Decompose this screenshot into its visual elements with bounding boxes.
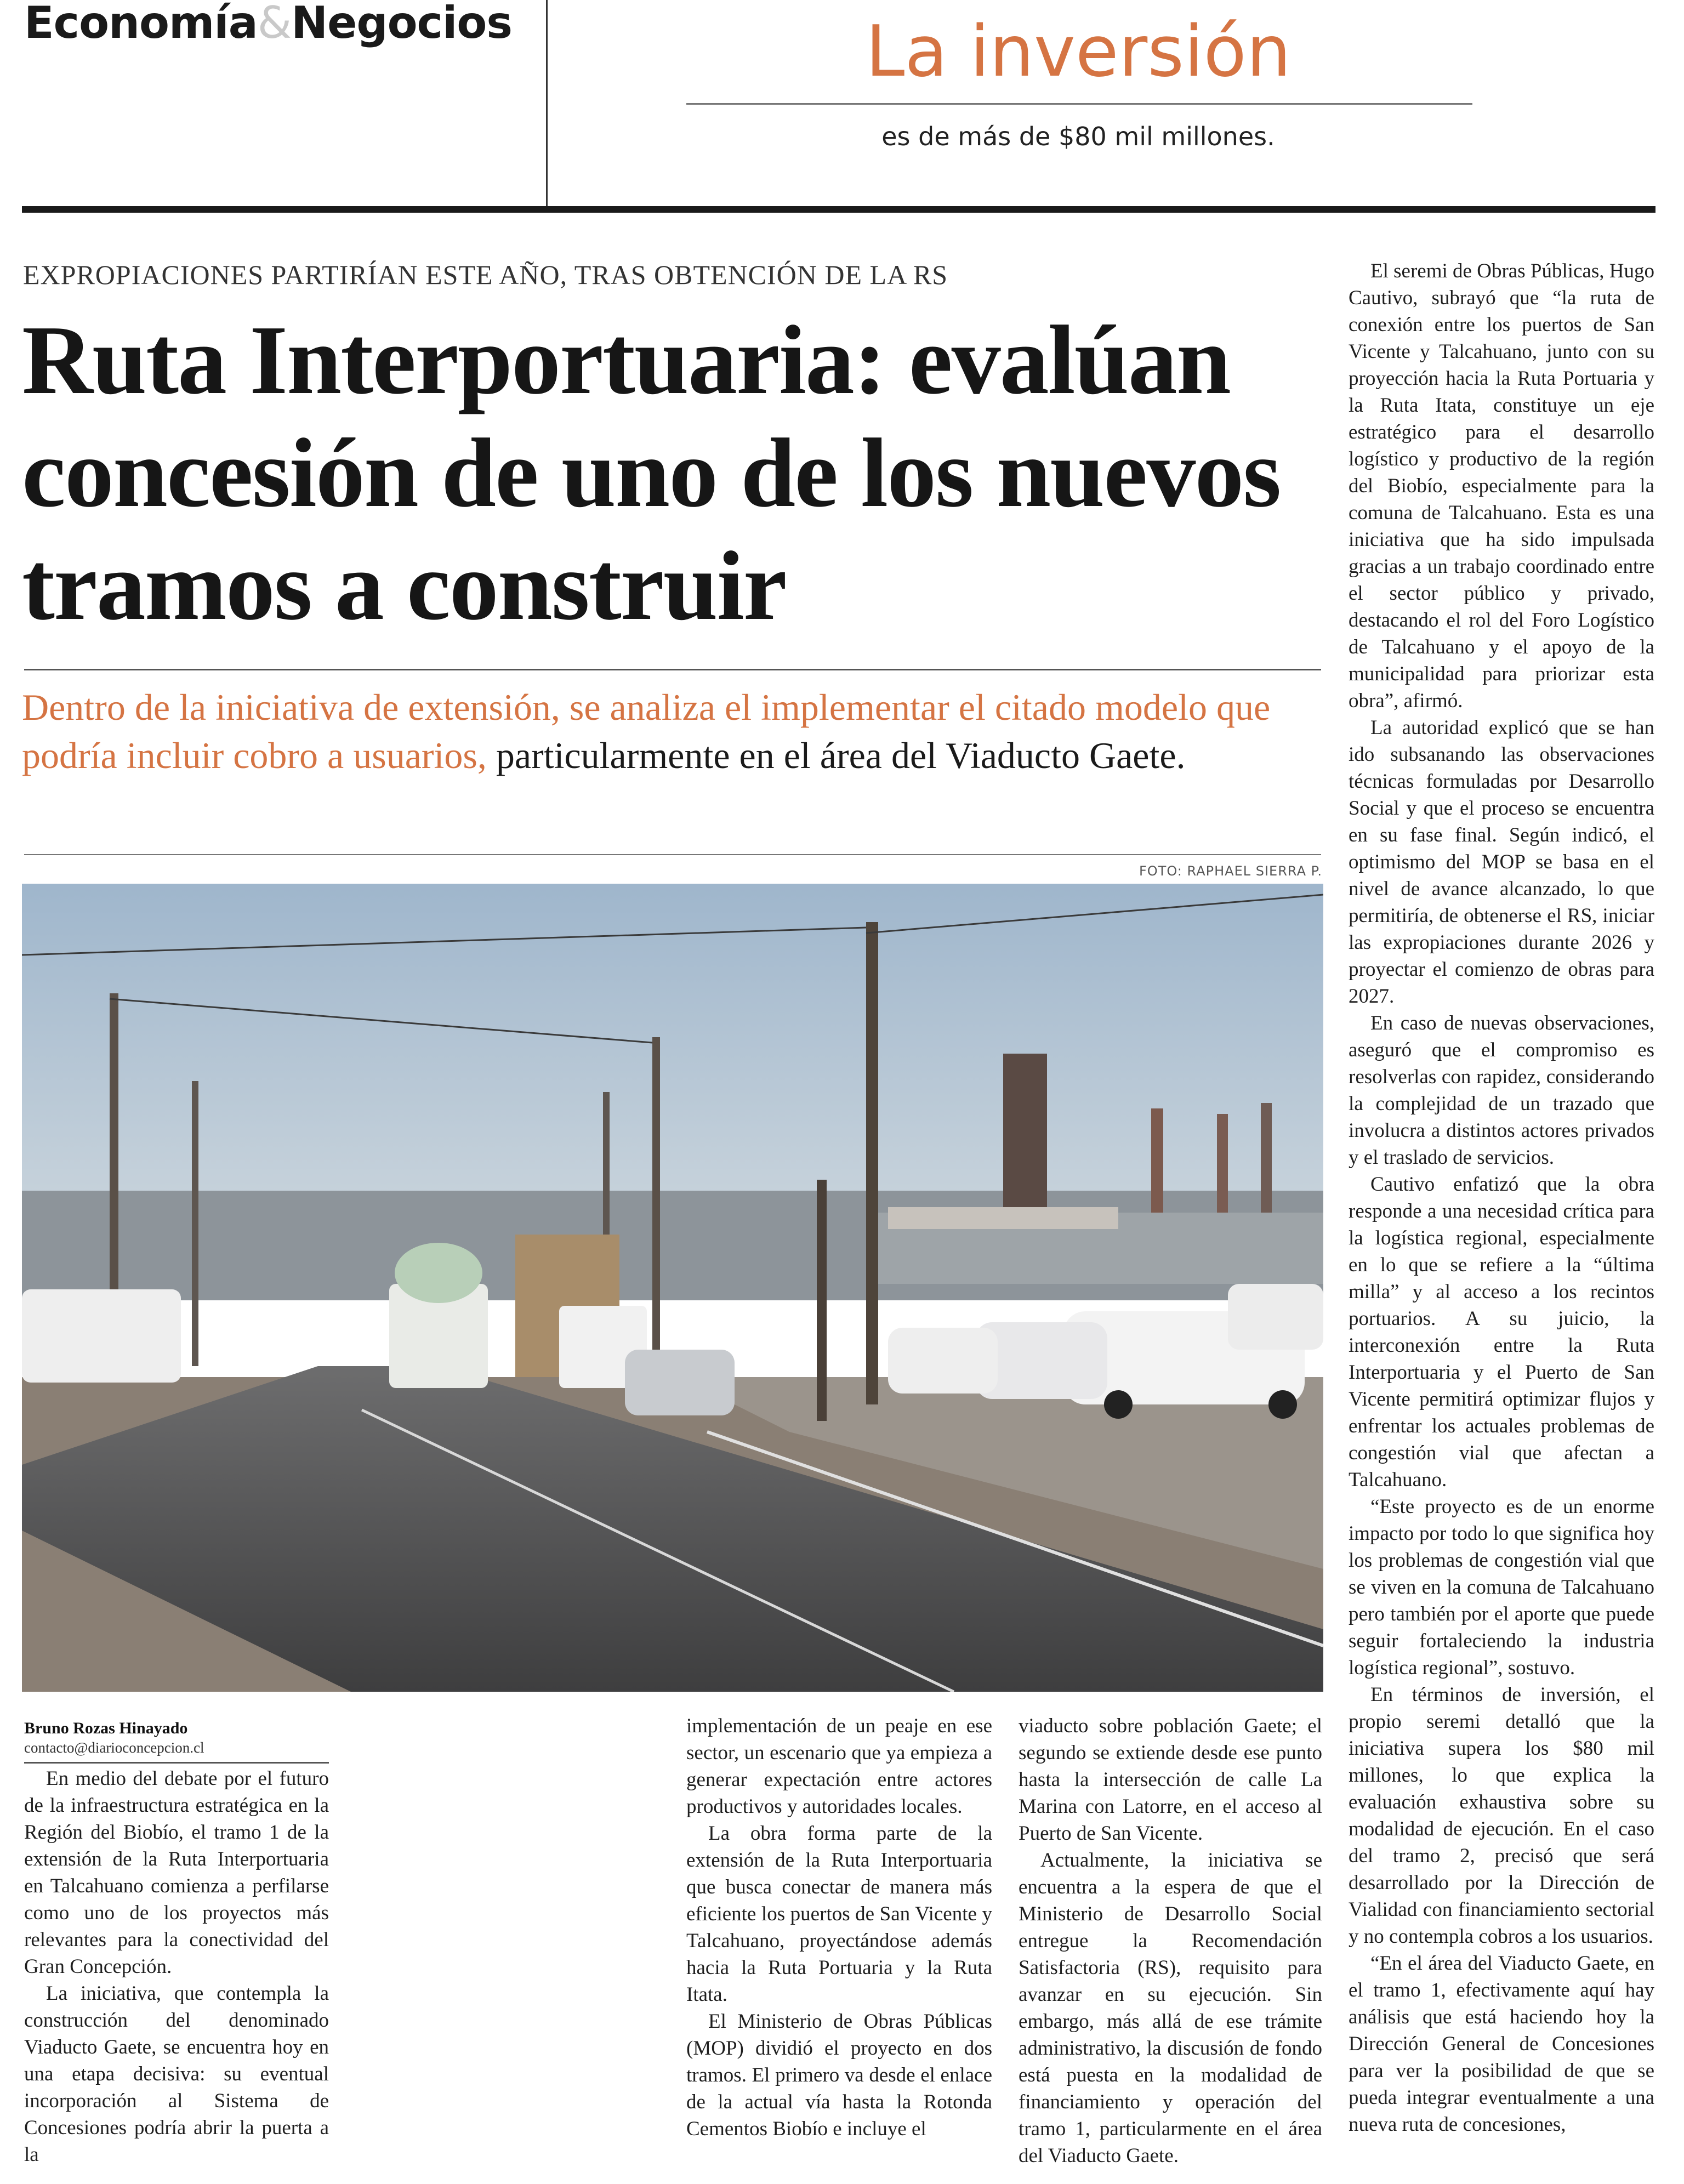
article-photo [22,884,1323,1692]
article-deck [22,683,1327,780]
body-column-2 [686,1713,992,2142]
parked-car [888,1328,998,1394]
utility-pole [866,922,878,1404]
paragraph: La obra forma parte de la extensión de la Ruta Interportuaria que busca conectar de manera más eficiente los puertos de San Vicente y Talcahuano, proyectándose además hacia la Ruta Portuaria y la Ruta Itata. [686,1822,992,2006]
pull-quote-rule [686,103,1472,105]
section-label [24,0,512,50]
paragraph: “Este proyecto es de un enorme impacto por todo lo que significa hoy los problemas de congestión vial que se viven en la comuna de Talcahuano pero también por el aporte que puede seguir fortaleciendo la industria logística regional”, sostuvo. [1349,1495,1654,1679]
wheel [1268,1390,1297,1419]
deck-highlight: Dentro de la iniciativa de extensión, se analiza el implementar el citado modelo que podría incluir cobro a usuarios, [22,686,1271,776]
deck-rule [24,854,1321,855]
headline-bold: evalúan concesión de uno de los nuevos tramos [22,305,1281,640]
headline-light: Ruta Interportuaria: [22,305,909,414]
body-column-3 [1019,1713,1322,2169]
paragraph: Cautivo enfatizó que la obra responde a una necesidad crítica para la logística regional, especialmente en lo que se refiere a la “última milla” y al acceso a los recintos portuarios. A su juicio, la interconexión entre la Ruta Interportuaria y el Puerto de San Vicente permitirá optimizar flujos y enfrentar los actuales problemas de congestión vial que afectan a Talcahuano. [1349,1173,1654,1491]
paragraph: viaducto sobre población Gaete; el segundo se extiende desde ese punto hasta la intersección de calle La Marina con Latorre, en el acceso al Puerto de San Vicente. [1019,1715,1322,1845]
paragraph: implementación de un peaje en ese sector, un escenario que ya empieza a generar expectación entre actores productivos y autoridades locales. [686,1715,992,1818]
van [22,1289,181,1383]
byline [24,1718,329,1764]
pull-quote-title: La inversión [866,11,1291,93]
body-column-4 [1349,258,1654,2138]
section-label-economia: Economía [24,0,258,48]
body-column-1 [24,1765,329,2168]
pull-quote-subtitle: es de más de $80 mil millones. [881,122,1275,151]
paragraph: En medio del debate por el futuro de la infraestructura estratégica en la Región del Biobío, el tramo 1 de la extensión de la Ruta Interportuaria en Talcahuano comienza a perfilarse como uno de los proyectos más relevantes para la conectividad del Gran Concepción. [24,1767,329,1978]
deck-rest: particularmente en el área del Viaducto Gaete. [486,735,1186,776]
paragraph: En términos de inversión, el propio seremi detalló que la iniciativa supera los $80 mil millones, lo que explica la evaluación exhaustiva sobre su modalidad de ejecución. En el caso del tramo 2, precisó que será desarrollado por la Dirección de Vialidad con financiamiento sectorial y no contempla cobros a los usuarios. [1349,1684,1654,1948]
utility-pole [192,1081,198,1366]
warehouse-roof [888,1207,1118,1229]
chimney-2 [1217,1114,1228,1229]
byline-email: contacto@diarioconcepcion.cl [24,1739,204,1756]
paragraph: La autoridad explicó que se han ido subsanando las observaciones técnicas formuladas por Desarrollo Social y que el proceso se encuentra en su fase final. Según indicó, el optimismo del MOP se basa en el nivel de avance alcanzado, lo que permitiría, de obtenerse el RS, iniciar las expropiaciones durante 2026 y proyectar el comienzo de obras para 2027. [1349,716,1654,1008]
chimney-3 [1261,1103,1272,1229]
byline-author: Bruno Rozas Hinayado [24,1719,188,1737]
byline-rule [24,1762,329,1764]
paragraph: En caso de nuevas observaciones, aseguró que el compromiso es resolverlas con rapidez, considerando la complejidad de un trazado que involucra a distintos actores privados y el traslado de servicios. [1349,1012,1654,1169]
silver-car [625,1350,735,1415]
road-scene-illustration [22,884,1323,1692]
headline-rule [24,669,1321,670]
section-label-negocios: Negocios [291,0,512,48]
header-rule [22,206,1655,213]
article-headline [22,304,1338,642]
chimney-1 [1151,1108,1163,1229]
article-kicker: EXPROPIACIONES PARTIRÍAN ESTE AÑO, TRAS OBTENCIÓN DE LA RS [23,259,948,290]
header-divider [546,0,548,206]
utility-pole [652,1037,660,1377]
photo-credit: FOTO: RAPHAEL SIERRA P. [1139,863,1322,879]
utility-pole [817,1180,827,1421]
parked-car [1228,1284,1323,1350]
paragraph: La iniciativa, que contempla la construcción del denominado Viaducto Gaete, se encuentra hoy en una etapa decisiva: su eventual incorporación al Sistema de Concesiones podría abrir la puerta a la [24,1982,329,2166]
paragraph: El Ministerio de Obras Públicas (MOP) dividió el proyecto en dos tramos. El primero va desde el enlace de la actual vía hasta la Rotonda Cementos Biobío e incluye el [686,2010,992,2140]
wheel [1104,1390,1133,1419]
paragraph: El seremi de Obras Públicas, Hugo Cautivo, subrayó que “la ruta de conexión entre los puertos de San Vicente y Talcahuano, junto con su proyección hacia la Ruta Portuaria y la Ruta Itata, constituye un eje estratégico para el desarrollo logístico y productivo de la región del Biobío, especialmente para la comuna de Talcahuano. Esta es una iniciativa que ha sido impulsada gracias a un trabajo coordinado entre el sector público y privado, destacando el rol del Foro Logístico de Talcahuano y el apoyo de la municipalidad para priorizar esta obra”, afirmó. [1349,260,1654,712]
paragraph: “En el área del Viaducto Gaete, en el tramo 1, efectivamente aquí hay análisis que está haciendo hoy la Dirección General de Concesiones para ver la posibilidad de que se pueda integrar eventualmente a una nueva ruta de concesiones, [1349,1952,1654,2136]
cement-drum [395,1243,482,1303]
section-label-ampersand: & [257,0,292,48]
paragraph: Actualmente, la iniciativa se encuentra a la espera de que el Ministerio de Desarrollo Social entregue la Recomendación Satisfactoria (RS), requisito para avanzar en su ejecución. Sin embargo, más allá de ese trámite administrativo, la discusión de fondo está puesta en la modalidad de financiamiento y operación del tramo 1, particularmente en el área del Viaducto Gaete. [1019,1849,1322,2167]
headline-tail: a construir [311,531,786,640]
